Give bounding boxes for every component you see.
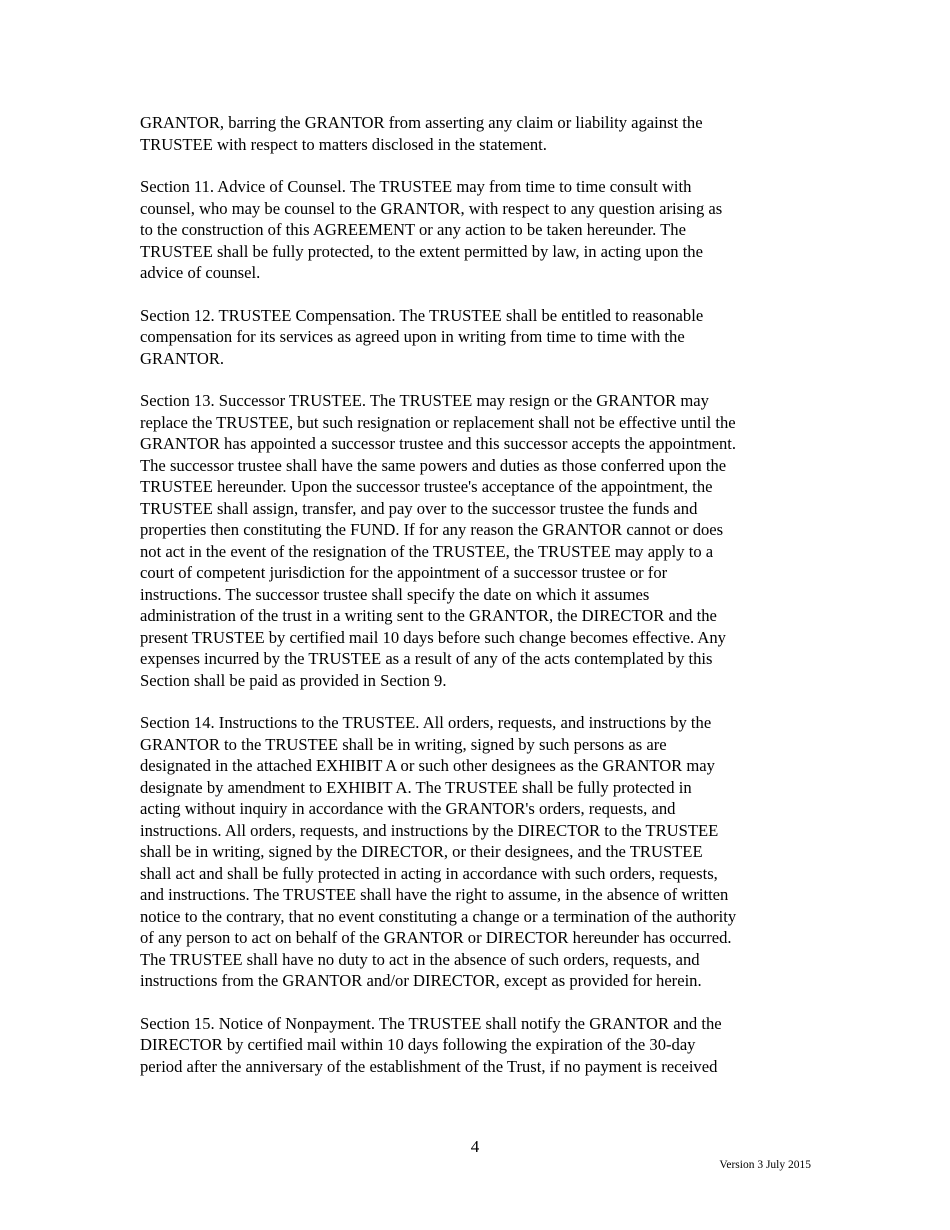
section-12-trustee-compensation: Section 12. TRUSTEE Compensation. The TRUSTEE shall be entitled to reasonable compensation for its services as agreed upon in writing from time to time with the GRANTOR. (140, 305, 704, 368)
section-13-successor-trustee: Section 13. Successor TRUSTEE. The TRUSTEE may resign or the GRANTOR may replace the TRUSTEE, but such resignation or replacement shall not be effective until the GRANTOR has appointed a successor trustee and this successor accepts the appointment. The successor trustee shall have the same powers and duties as those conferred upon the TRUSTEE hereunder. Upon the successor trustee's acceptance of the appointment, the TRUSTEE shall assign, transfer, and pay over to the successor trustee the funds and properties then constituting the FUND. If for any reason the GRANTOR cannot or does not act in the event of the resignation of the TRUSTEE, the TRUSTEE may apply to a court of competent jurisdiction for the appointment of a successor trustee or for instructions. The successor trustee shall specify the date on which it assumes administration of the trust in a writing sent to the GRANTOR, the DIRECTOR and the present TRUSTEE by certified mail 10 days before such change becomes effective. Any expenses incurred by the TRUSTEE as a result of any of the acts contemplated by this Section shall be paid as provided in Section 9. (140, 391, 736, 690)
page-number: 4 (470, 1137, 480, 1156)
section-11-advice-of-counsel: Section 11. Advice of Counsel. The TRUSTEE may from time to time consult with counsel, who may be counsel to the GRANTOR, with respect to any question arising as to the construction of this AGREEMENT or any action to be taken hereunder. The TRUSTEE shall be fully protected, to the extent permitted by law, in acting upon the advice of counsel. (140, 177, 723, 282)
document-body (140, 112, 820, 1098)
version-note: Version 3 July 2015 (719, 1159, 811, 1171)
section-14-instructions-to-trustee: Section 14. Instructions to the TRUSTEE. All orders, requests, and instructions by the GRANTOR to the TRUSTEE shall be in writing, signed by such persons as are designated in the attached EXHIBIT A or such other designees as the GRANTOR may designate by amendment to EXHIBIT A. The TRUSTEE shall be fully protected in acting without inquiry in accordance with the GRANTOR's orders, requests, and instructions. All orders, requests, and instructions by the DIRECTOR to the TRUSTEE shall be in writing, signed by the DIRECTOR, or their designees, and the TRUSTEE shall act and shall be fully protected in acting in accordance with such orders, requests, and instructions. The TRUSTEE shall have the right to assume, in the absence of written notice to the contrary, that no event constituting a change or a termination of the authority of any person to act on behalf of the GRANTOR or DIRECTOR hereunder has occurred. The TRUSTEE shall have no duty to act in the absence of such orders, requests, and instructions from the GRANTOR and/or DIRECTOR, except as provided for herein. (140, 713, 737, 990)
section-15-notice-of-nonpayment: Section 15. Notice of Nonpayment. The TRUSTEE shall notify the GRANTOR and the DIRECTOR by certified mail within 10 days following the expiration of the 30-day period after the anniversary of the establishment of the Trust, if no payment is received (140, 1013, 722, 1076)
paragraph-continuation: GRANTOR, barring the GRANTOR from asserting any claim or liability against the TRUSTEE with respect to matters disclosed in the statement. (140, 113, 703, 154)
